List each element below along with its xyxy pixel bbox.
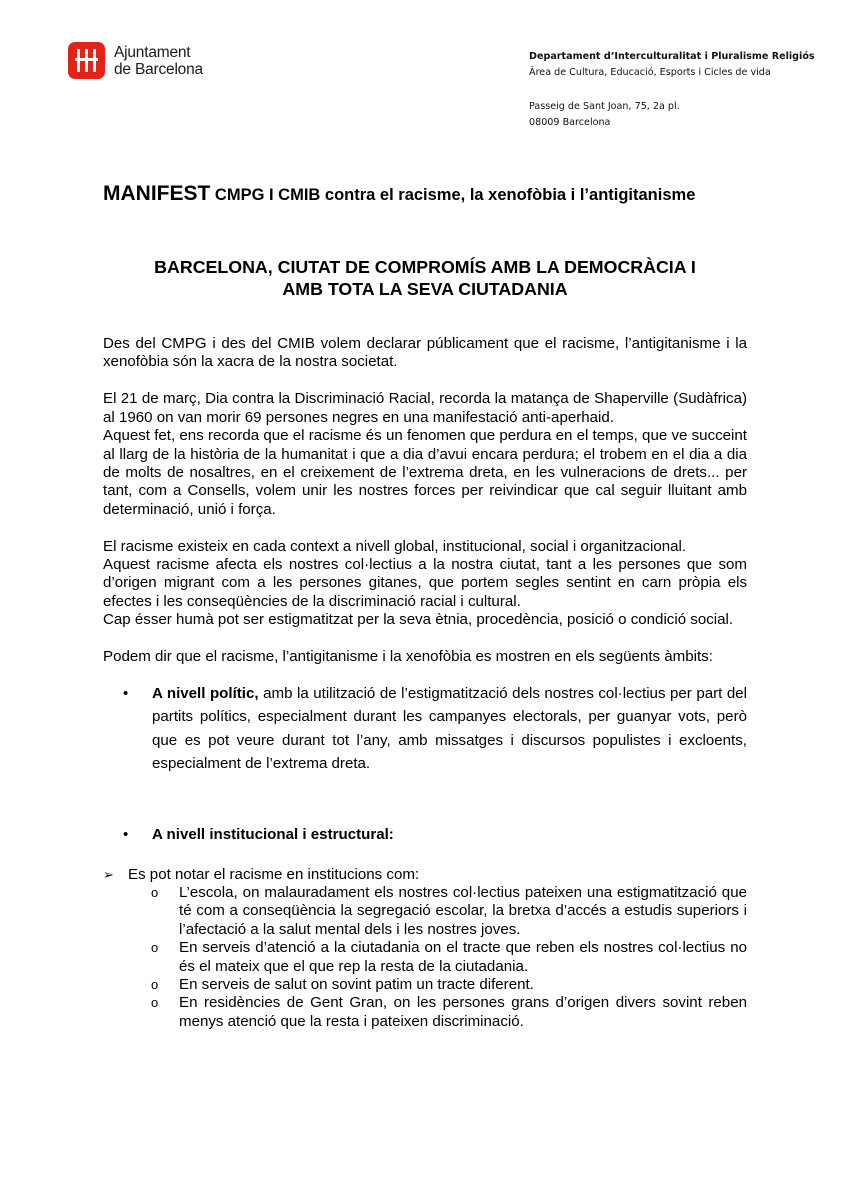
- subtitle-line-2: AMB TOTA LA SEVA CIUTADANIA: [282, 279, 568, 299]
- barcelona-emblem-icon: [68, 42, 105, 79]
- institutions-text: Es pot notar el racisme en institucions com:: [128, 865, 420, 883]
- city-logo: [68, 42, 203, 79]
- bullet-icon: •: [123, 684, 129, 702]
- sub-item-text: En residències de Gent Gran, on les persones grans d’origen divers sovint reben menys atenció que la resta i pateixen discriminació.: [179, 994, 747, 1030]
- bullet-icon: •: [123, 825, 129, 843]
- political-text: amb la utilització de l’estigmatització dels nostres col·lectius per part del partits polítics, especialment durant les campanyes electorals, per guanyar vots, però que es pot veure durant tot l’any, amb missatges i discursos populistes i excloents, especialment de l’extrema dreta.: [152, 684, 747, 773]
- department-name: Departament d’Interculturalitat i Pluralisme Religiós: [529, 51, 815, 62]
- paragraph-intro: Des del CMPG i des del CMIB volem declarar públicament que el racisme, l’antigitanisme i la xenofòbia són la xacra de la nostra societat.: [103, 335, 747, 371]
- paragraph-areas-intro: Podem dir que el racisme, l’antigitanisme i la xenofòbia es mostren en els següents àmbits:: [103, 648, 713, 666]
- address-city: 08009 Barcelona: [529, 116, 611, 128]
- sub-item-text: En serveis de salut on sovint patim un tracte diferent.: [179, 976, 534, 993]
- circle-bullet-icon: o: [151, 884, 159, 900]
- logo-line-1: Ajuntament: [114, 43, 191, 61]
- paragraph-no-human: Cap ésser humà pot ser estigmatitzat per la seva ètnia, procedència, posició o condició social.: [103, 611, 734, 629]
- institutions-list: [103, 884, 747, 1031]
- institutions-item: [103, 866, 747, 884]
- logo-line-2: de Barcelona: [114, 60, 203, 78]
- paragraph-march-21: El 21 de març, Dia contra la Discriminació Racial, recorda la matança de Shaperville (Sudàfrica) al 1960 on van morir 69 persones negres en una manifestació anti-aperhaid.: [103, 390, 747, 426]
- document-title: [103, 183, 747, 206]
- list-item-political: [103, 682, 747, 776]
- paragraph-collectives: Aquest racisme afecta els nostres col·lectius a la nostra ciutat, tant a les persones que som d’origen migrant com a les persones gitanes, que portem segles sentint en carn pròpia els efectes i les conseqüències de la discriminació racial i cultural.: [103, 556, 747, 610]
- sub-item-elderly-homes: [103, 994, 747, 1031]
- address-street: Passeig de Sant Joan, 75, 2a pl.: [529, 101, 680, 112]
- arrow-bullet-icon: ➢: [103, 866, 114, 882]
- department-header: [529, 49, 815, 130]
- sub-item-text: L’escola, on malauradament els nostres col·lectius pateixen una estigmatització que té com a conseqüència la segregació escolar, la bretxa d’accés a estudis superiors i l’afectació a la salut mental dels i les nostres joves.: [179, 883, 747, 938]
- areas-list: [103, 682, 747, 847]
- document-body: [103, 335, 747, 1031]
- subtitle-line-1: BARCELONA, CIUTAT DE COMPROMÍS AMB LA DEMOCRÀCIA I: [154, 257, 696, 277]
- title-lead: MANIFEST: [103, 182, 211, 205]
- department-area: Àrea de Cultura, Educació, Esports i Cicles de vida: [529, 67, 771, 78]
- sub-item-citizen-services: [103, 939, 747, 976]
- circle-bullet-icon: o: [151, 940, 159, 956]
- address-block: [529, 99, 815, 130]
- circle-bullet-icon: o: [151, 977, 159, 992]
- sub-item-text: En serveis d’atenció a la ciutadania on el tracte que reben els nostres col·lectius no és el mateix que el que rep la resta de la ciutadania.: [179, 939, 747, 975]
- list-item-institutional: [103, 823, 747, 847]
- paragraph-fact: Aquest fet, ens recorda que el racisme és un fenomen que perdura en el temps, que ve succeint al llarg de la història de la humanitat i que a dia d’avui encara perdura; el trobem en el dia a dia de molts de nosaltres, en el creixement de l’extrema dreta, en les vulneracions de drets... per tant, com a Consells, volem unir les nostres forces per reivindicar que cal seguir lluitant amb determinació, unió i força.: [103, 427, 747, 518]
- document-subtitle: [103, 256, 747, 300]
- paragraph-racism-context: El racisme existeix en cada context a nivell global, institucional, social i organitzacional.: [103, 537, 687, 555]
- logo-wordmark: [114, 44, 203, 78]
- institutional-label: A nivell institucional i estructural:: [152, 825, 394, 843]
- sub-item-health-services: [103, 976, 747, 994]
- political-label: A nivell polític,: [152, 684, 259, 702]
- sub-item-school: [103, 884, 747, 939]
- circle-bullet-icon: o: [151, 995, 159, 1011]
- title-rest: CMPG I CMIB contra el racisme, la xenofòbia i l’antigitanisme: [214, 186, 696, 204]
